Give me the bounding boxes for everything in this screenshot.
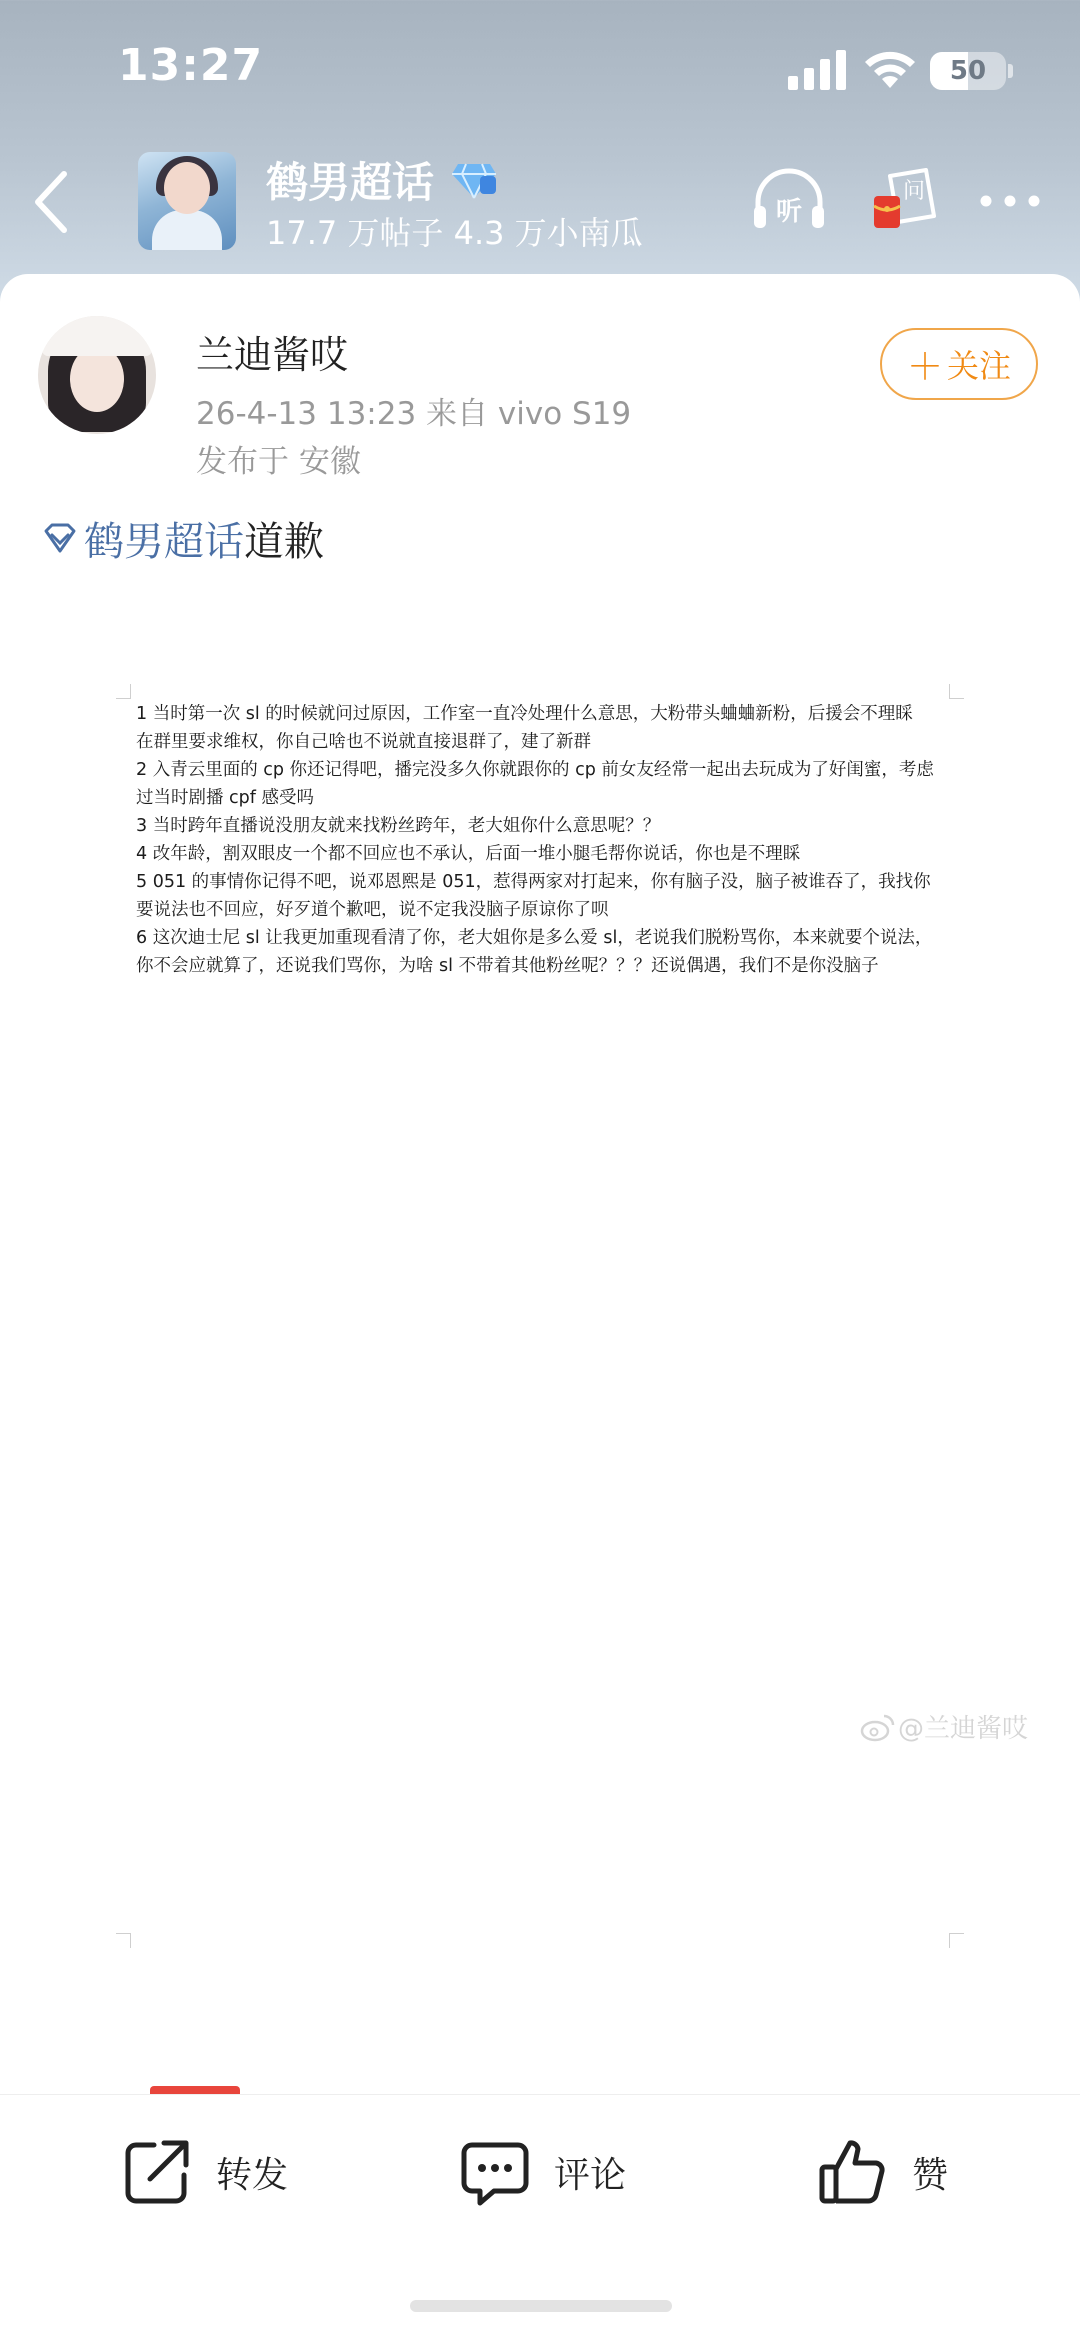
more-options-icon[interactable]	[978, 184, 1042, 218]
weibo-logo-icon	[860, 1712, 896, 1742]
listen-headphones-icon[interactable]	[750, 168, 828, 232]
listen-label: 听	[775, 197, 803, 227]
image-watermark	[860, 1708, 1028, 1745]
crop-corner	[116, 684, 131, 699]
document-line: 要说法也不回应，好歹道个歉吧，说不定我没脑子原谅你了呗	[136, 900, 609, 920]
comment-icon	[458, 2135, 532, 2209]
post-text	[40, 510, 324, 567]
supertopic-link[interactable]: 鹤男超话	[84, 519, 244, 565]
diamond-badge-icon	[450, 160, 498, 200]
home-indicator	[410, 2300, 672, 2312]
like-label: 赞	[912, 2154, 949, 2196]
topic-avatar-figure	[152, 210, 222, 250]
ask-redpacket-icon[interactable]	[868, 166, 938, 236]
document-line: 你不会应就算了，还说我们骂你，为啥 sl 不带着其他粉丝呢？？？还说偶遇，我们不是你没脑子	[136, 956, 879, 976]
document-line: 过当时剧播 cpf 感受吗	[136, 788, 315, 808]
post-timestamp-source: 26-4-13 13:23 来自 vivo S19	[196, 396, 632, 432]
cellular-signal-icon	[788, 50, 848, 90]
supertopic-diamond-icon	[40, 519, 80, 559]
post-card	[0, 274, 1080, 2094]
wifi-icon	[862, 48, 918, 90]
document-line: 4 改年龄，割双眼皮一个都不回应也不承认，后面一堆小腿毛帮你说话，你也是不理睬	[136, 844, 801, 864]
document-line: 6 这次迪士尼 sl 让我更加重现看清了你，老大姐你是多么爱 sl，老说我们脱粉骂你，本来就要个说法，	[136, 928, 933, 948]
battery-tip	[1008, 64, 1013, 78]
share-button[interactable]	[120, 2135, 288, 2209]
ask-label: 问	[902, 179, 926, 204]
document-line: 在群里要求维权，你自己啥也不说就直接退群了，建了新群	[136, 732, 591, 752]
topic-avatar[interactable]	[138, 152, 236, 250]
comment-button[interactable]	[458, 2135, 626, 2209]
share-label: 转发	[216, 2154, 289, 2196]
crop-corner	[949, 684, 964, 699]
watermark-text: @兰迪酱哎	[898, 1714, 1029, 1744]
battery-indicator	[930, 52, 1006, 90]
document-line: 1 当时第一次 sl 的时候就问过原因，工作室一直冷处理什么意思，大粉带头蛐蛐新粉，后援会不理睬	[136, 704, 913, 724]
thumbs-up-icon	[816, 2135, 890, 2209]
post-body-text: 道歉	[244, 519, 324, 565]
post-image-document[interactable]	[116, 684, 964, 1948]
document-line: 3 当时跨年直播说没朋友就来找粉丝跨年，老大姐你什么意思呢？？	[136, 816, 661, 836]
like-button[interactable]	[816, 2135, 948, 2209]
battery-level-text: 50	[949, 56, 987, 86]
post-location: 发布于 安徽	[196, 444, 361, 480]
crop-corner	[949, 1933, 964, 1948]
topic-stats: 17.7 万帖子 4.3 万小南瓜	[266, 214, 643, 252]
share-icon	[120, 2135, 194, 2209]
topic-avatar-face	[164, 162, 210, 214]
document-line: 5 051 的事情你记得不吧，说邓恩熙是 051，惹得两家对打起来，你有脑子没，脑子被谁吞了，我找你	[136, 872, 931, 892]
plus-icon: ＋	[906, 346, 943, 388]
status-time: 13:27	[118, 40, 264, 91]
follow-label: 关注	[947, 347, 1012, 385]
follow-button[interactable]	[880, 328, 1038, 400]
crop-corner	[116, 1933, 131, 1948]
back-button[interactable]	[26, 168, 76, 236]
promo-badge	[150, 2086, 240, 2094]
document-line: 2 入青云里面的 cp 你还记得吧，播完没多久你就跟你的 cp 前女友经常一起出去玩成为了好闺蜜，考虑	[136, 760, 934, 780]
author-name[interactable]: 兰迪酱哎	[196, 333, 349, 377]
author-avatar[interactable]	[38, 316, 156, 434]
document-text	[136, 700, 956, 980]
comment-label: 评论	[554, 2154, 627, 2196]
topic-title[interactable]: 鹤男超话	[266, 158, 435, 207]
author-avatar-hat	[42, 316, 152, 356]
